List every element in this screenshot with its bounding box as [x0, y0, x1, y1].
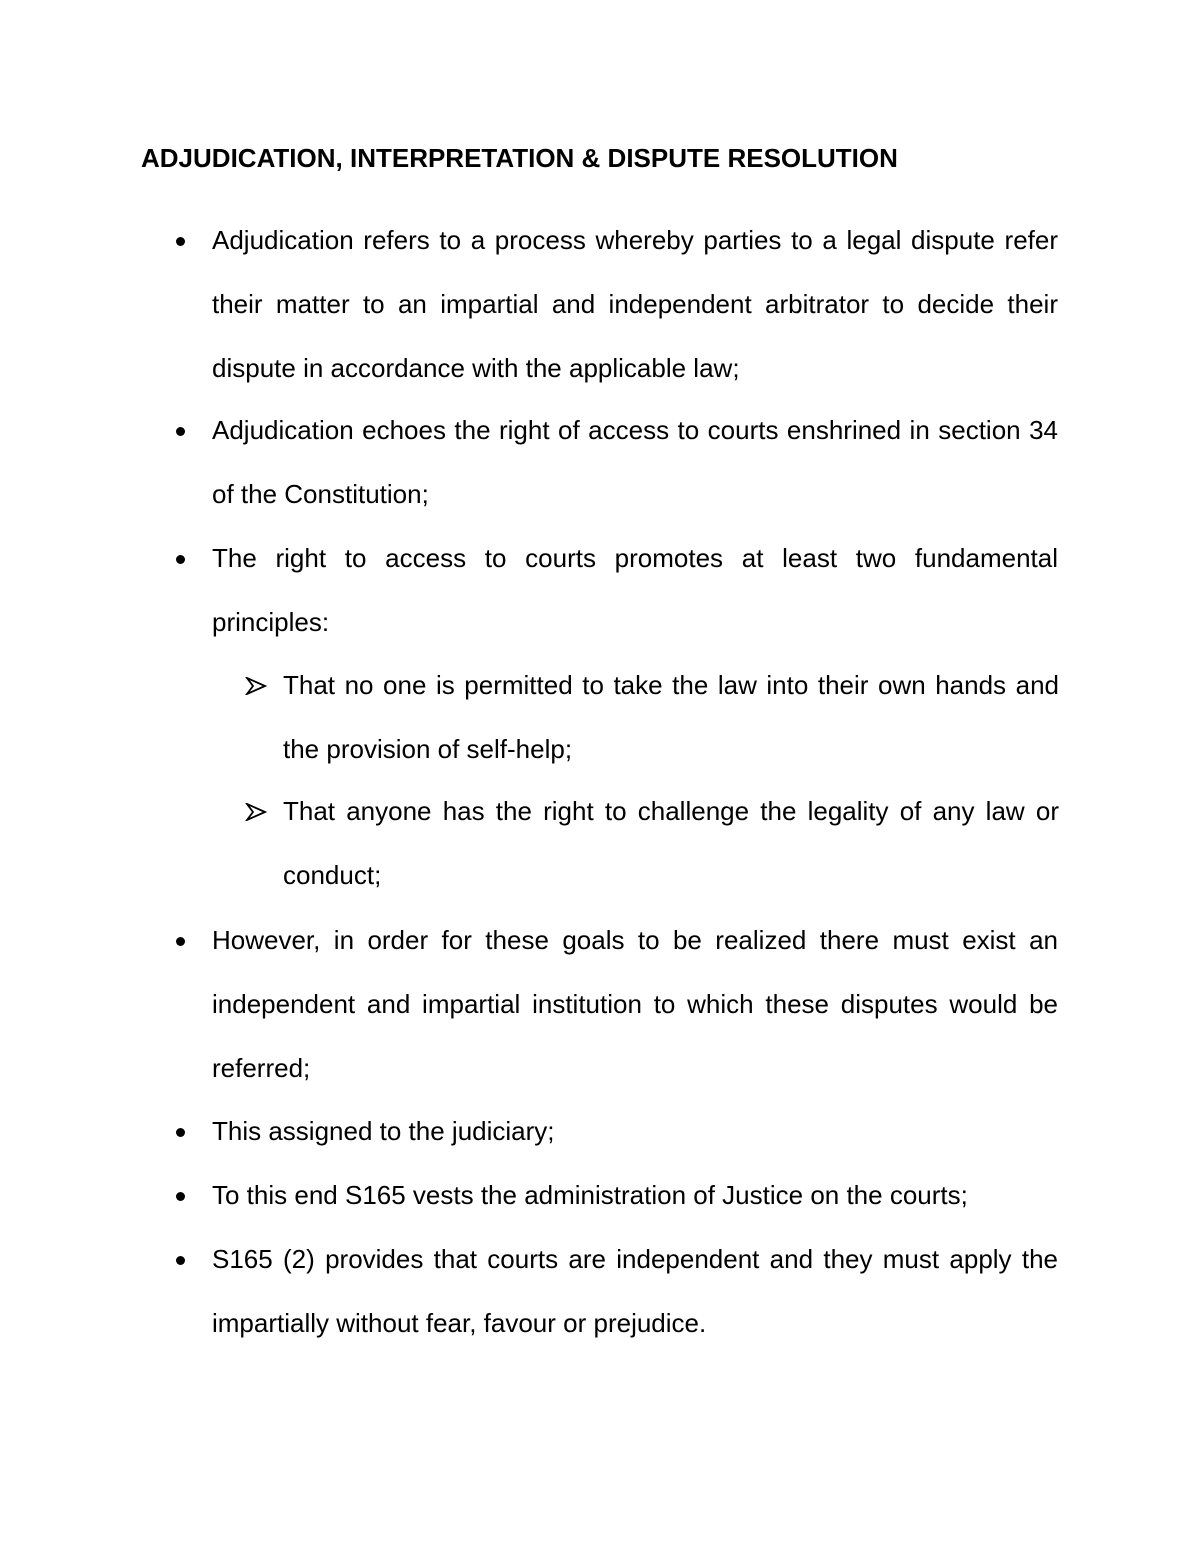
list-item: This assigned to the judiciary; — [212, 1116, 555, 1146]
list-item: The right to access to courts promotes at least two fundamental principles: — [212, 543, 1058, 637]
list-item: Adjudication refers to a process whereby parties to a legal dispute refer their matter to an impartial and independent arbitrator to decide their dispute in accordance with the applicable law; — [212, 225, 1058, 383]
bullet-icon — [176, 1128, 185, 1137]
bullet-icon — [176, 555, 185, 564]
arrow-bullet-icon — [245, 803, 267, 821]
sub-list-item: That anyone has the right to challenge the legality of any law or conduct; — [283, 796, 1059, 890]
list-item: However, in order for these goals to be realized there must exist an independent and impartial institution to which these disputes would be referred; — [212, 925, 1058, 1083]
bullet-icon — [176, 1192, 185, 1201]
list-item: S165 (2) provides that courts are independent and they must apply the impartially without fear, favour or prejudice. — [212, 1244, 1058, 1338]
arrow-bullet-icon — [245, 677, 267, 695]
bullet-icon — [176, 237, 185, 246]
list-item: Adjudication echoes the right of access to courts enshrined in section 34 of the Constitution; — [212, 415, 1058, 509]
bullet-icon — [176, 427, 185, 436]
bullet-icon — [176, 1256, 185, 1265]
document-title: ADJUDICATION, INTERPRETATION & DISPUTE RESOLUTION — [141, 143, 898, 173]
sub-list-item: That no one is permitted to take the law into their own hands and the provision of self-help; — [283, 670, 1059, 764]
bullet-icon — [176, 937, 185, 946]
list-item: To this end S165 vests the administration of Justice on the courts; — [212, 1180, 968, 1210]
